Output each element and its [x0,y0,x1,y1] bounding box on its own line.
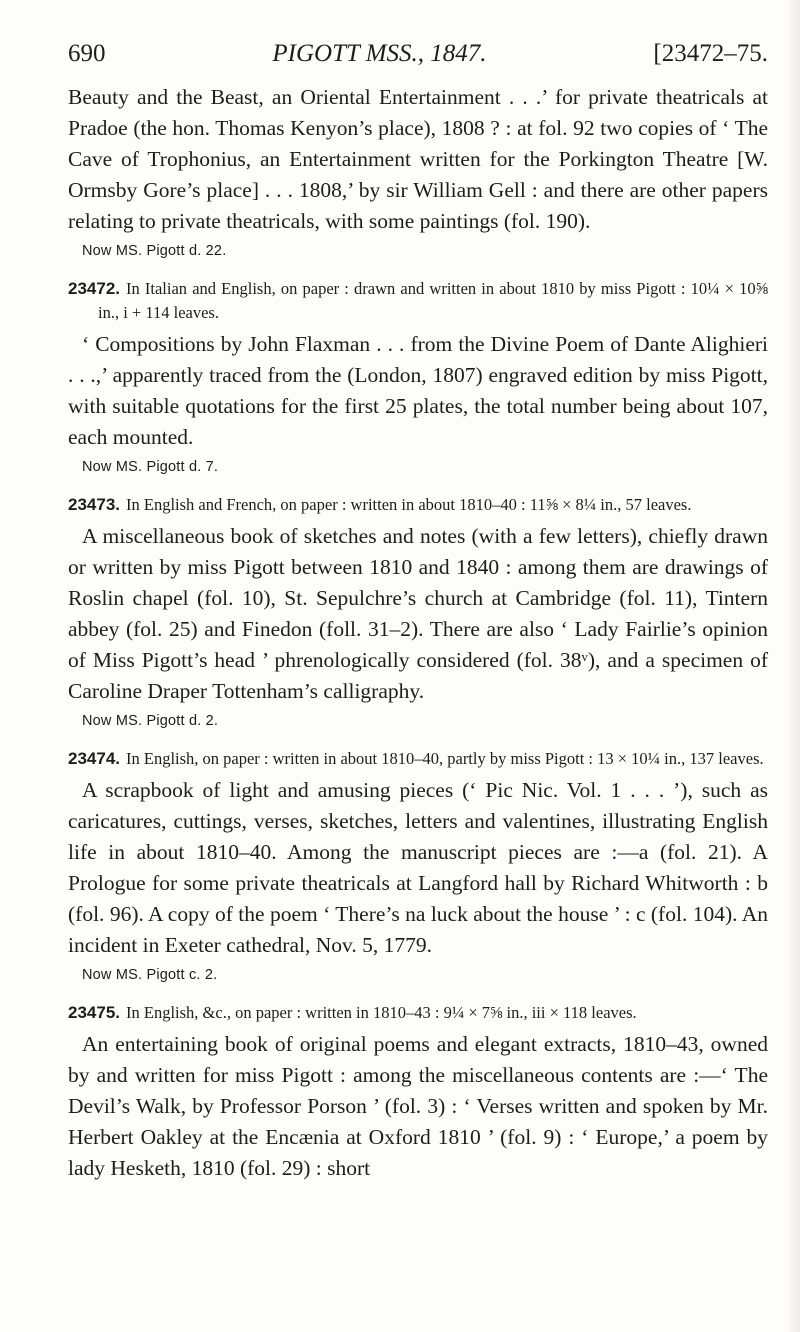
description-paragraph: An entertaining book of original poems and elegant extracts, 1810–43, owned by and written for miss Pigott : among the miscellaneous contents are :—‘ The Devil’s Walk, by Professor Porson ’ (fol. 3) : ‘ Verses written and spoken by Mr. Herbert Oakley at the Encænia at Oxford 1810 ’ (fol. 9) : ‘ Europe,’ a poem by lady Hesketh, 1810 (fol. 29) : short [68,1032,768,1180]
entry-physical-description: In Italian and English, on paper : drawn and written in about 1810 by miss Pigott : 10¼ × 10⅝ in., i + 114 leaves. [98,279,768,322]
description-paragraph: A miscellaneous book of sketches and notes (with a few letters), chiefly drawn or written by miss Pigott between 1810 and 1840 : among them are drawings of Roslin chapel (fol. 10), St. Sepulchre’s church at Cambridge (fol. 11), Tintern abbey (fol. 25) and Finedon (foll. 31–2). There are also ‘ Lady Fairlie’s opinion of Miss Pigott’s head ’ phrenologically considered (fol. 38ᵛ), and a specimen of Caroline Draper Tottenham’s calligraphy. [68,524,768,703]
entry-number: 23474. [68,749,120,768]
shelfmark: Now MS. Pigott d. 7. [82,459,219,475]
entry-number: 23473. [68,495,120,514]
shelfmark: Now MS. Pigott c. 2. [82,967,218,983]
entry-heading [68,493,768,517]
entry-heading [68,747,768,771]
shelfmark: Now MS. Pigott d. 2. [82,713,219,729]
entry-heading [68,1001,768,1025]
description-paragraph: ‘ Compositions by John Flaxman . . . from the Divine Poem of Dante Alighieri . . .,’ apparently traced from the (London, 1807) engraved edition by miss Pigott, with suitable quotations for the first 25 plates, the total number being about 107, each mounted. [68,332,768,449]
description-paragraph: Beauty and the Beast, an Oriental Entertainment . . .’ for private theatricals at Pradoe (the hon. Thomas Kenyon’s place), 1808 ? : at fol. 92 two copies of ‘ The Cave of Trophonius, an Entertainment written for the Porkington Theatre [W. Ormsby Gore’s place] . . . 1808,’ by sir William Gell : and there are other papers relating to private theatricals, with some paintings (fol. 190). [68,85,768,233]
entry-number: 23475. [68,1003,120,1022]
catalogue-page [68,40,768,1184]
entry-number: 23472. [68,279,120,298]
entry-range: [23472–75. [653,40,768,67]
entry-physical-description: In English, on paper : written in about 1810–40, partly by miss Pigott : 13 × 10¼ in., 137 leaves. [126,749,764,768]
entry-physical-description: In English, &c., on paper : written in 1810–43 : 9¼ × 7⅝ in., iii × 118 leaves. [126,1003,637,1022]
description-paragraph: A scrapbook of light and amusing pieces (‘ Pic Nic. Vol. 1 . . . ’), such as caricatures, cuttings, verses, sketches, letters and valentines, illustrating English life in about 1810–40. Among the manuscript pieces are :—a (fol. 21). A Prologue for some private theatricals at Langford hall by Richard Whitworth : b (fol. 96). A copy of the poem ‘ There’s na luck about the house ’ : c (fol. 104). An incident in Exeter cathedral, Nov. 5, 1779. [68,778,768,957]
page-number: 690 [68,40,106,67]
page-edge-shadow [786,0,800,1332]
running-header [68,40,768,68]
entry-physical-description: In English and French, on paper : written in about 1810–40 : 11⅝ × 8¼ in., 57 leaves. [126,495,692,514]
entry-heading [68,277,768,325]
running-title: PIGOTT MSS., 1847. [272,40,487,67]
shelfmark: Now MS. Pigott d. 22. [82,243,227,259]
